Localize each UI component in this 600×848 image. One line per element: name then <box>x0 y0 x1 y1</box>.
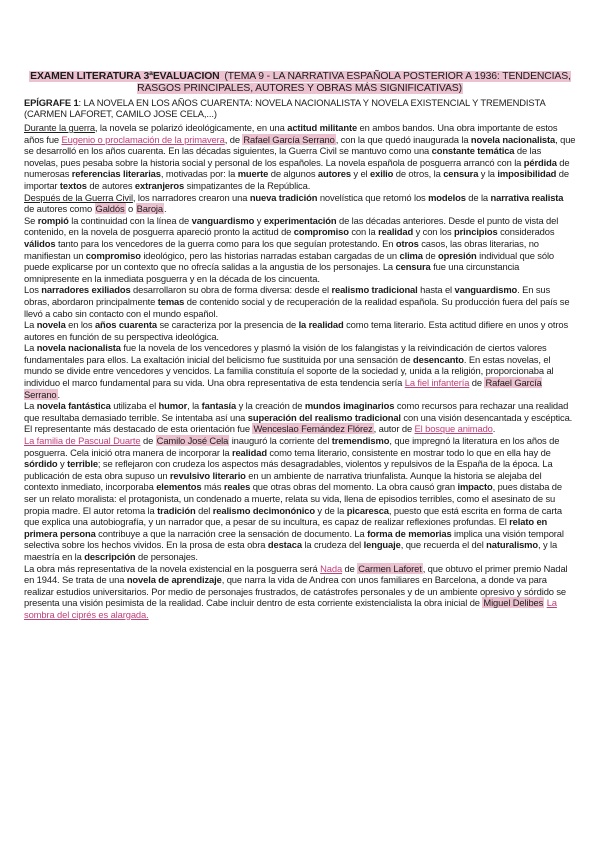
text-run: , con la que quedó inaugurada la <box>335 133 471 145</box>
text-run: y <box>254 214 264 226</box>
text-run: . En sus obras, abordaron principalmente <box>24 284 551 307</box>
bold-term: destaca <box>267 539 302 551</box>
text-run: simpatizantes de la República. <box>184 179 311 191</box>
text-run: de <box>422 249 439 261</box>
text-run: . <box>492 423 496 435</box>
author-highlight: Wenceslao Fernández Flórez <box>253 423 373 435</box>
bold-term: humor <box>158 400 188 412</box>
text-run: , los narradores crearon una <box>132 191 250 203</box>
paragraph <box>24 122 576 192</box>
bold-term: terrible <box>67 458 98 470</box>
text-run: novelística que retomó los <box>317 191 429 203</box>
text-run: del <box>195 504 213 516</box>
text-run: y el <box>350 168 371 180</box>
text-run: de la <box>465 191 491 203</box>
bold-term: rompió <box>37 214 69 226</box>
text-run: de <box>342 562 358 574</box>
epigraph-heading <box>24 97 576 120</box>
text-run: Los <box>24 284 42 296</box>
bold-term: otros <box>395 237 419 249</box>
paragraph <box>24 435 576 563</box>
work-title-link[interactable]: Eugenio o proclamación de la primavera <box>61 133 225 145</box>
bold-term: forma de memorias <box>367 527 452 539</box>
bold-term: realidad <box>378 226 414 238</box>
bold-term: clima <box>399 249 423 261</box>
text-run: , la novela se polarizó ideológicamente, en una <box>94 122 288 133</box>
bold-term: narradores exiliados <box>41 284 131 296</box>
text-run: , autor de <box>373 423 415 435</box>
paragraph <box>24 192 576 215</box>
bold-term: autores <box>317 168 351 180</box>
text-run: de numerosas <box>24 156 570 180</box>
bold-term: naturalismo <box>486 539 538 551</box>
work-title-link[interactable]: Nada <box>320 562 343 574</box>
text-run: de las novelas, pues pesaba sobre la historia social y personal de los españoles. La novela española de posguerra arrancó con la <box>24 145 542 168</box>
bold-term: referencias literarias <box>71 168 161 180</box>
bold-term: tremendismo <box>331 435 390 447</box>
text-run: . <box>163 203 167 215</box>
text-run: en un ambiente de narrativa triunfalista. Aunque la historia se alejaba del contexto inmediato, incorporaba <box>24 469 542 493</box>
text-run: de contenido social y de recuperación de la realidad española. Su producción fuera del país se llevó a cabo sin contacto con el mundo español. <box>24 295 570 319</box>
text-run: , la <box>187 400 202 412</box>
bold-term: novela <box>36 319 66 331</box>
bold-term: novela fantástica <box>36 400 111 412</box>
exam-notes-document <box>24 71 576 621</box>
text-run: de las décadas anteriores. Desde el punto de vista del contenido, en la novela de posguerra apareció pronto la actitud de <box>24 214 559 238</box>
text-run: y <box>57 458 68 470</box>
bold-term: descripción <box>84 550 136 562</box>
text-run: , puesto que está escrita en forma de carta que explica una autobiografía, y un narrador que, a pesar de su incultura, es capaz de realizar reflexiones profundas. El <box>24 504 562 528</box>
text-run: , pues distaba de ser un relato moralista: el protagonista, un condenado a muerte, relata su vida, llena de episodios terribles, como el asesinato de su propia madre. El autor retoma la <box>24 481 562 516</box>
bold-term: opresión <box>438 249 477 261</box>
underlined-phrase: Después de la Guerra Civil <box>24 191 133 203</box>
bold-term: nueva tradición <box>249 191 318 203</box>
work-title-link[interactable]: La fiel infantería <box>404 377 470 389</box>
text-run: contribuye a que la narración cree la sensación de documento. La <box>95 527 368 539</box>
text-run: ideológico, pero las historias narradas estaban cargadas de un <box>140 249 400 261</box>
underlined-phrase: Durante la guerra <box>24 122 95 133</box>
text-run: , que impregnó la literatura en los años de posguerra. Cela inició otra manera de incorporar la <box>24 435 560 458</box>
text-run: hasta el <box>417 284 455 296</box>
bold-term: realismo decimonónico <box>212 504 315 516</box>
text-run: . <box>57 388 61 400</box>
bold-term: desencanto <box>413 353 464 365</box>
text-run: La <box>24 342 37 354</box>
author-highlight: Galdós <box>95 203 125 215</box>
bold-term: válidos <box>24 237 56 249</box>
bold-term: lenguaje <box>363 539 401 551</box>
text-run: , motivadas por: la <box>160 168 238 180</box>
bold-term: reales <box>223 481 251 493</box>
author-highlight: Rafael García Serrano <box>243 133 335 145</box>
author-highlight: Carmen Laforet <box>358 562 422 574</box>
bold-term: modelos <box>428 191 466 203</box>
text-run: en los <box>65 319 95 331</box>
author-highlight: Miguel Delibes <box>483 597 544 609</box>
text-run: de autores <box>86 179 135 191</box>
paragraph <box>24 342 576 400</box>
text-run: tanto para los vencedores de la guerra como para los que seguían protestando. En <box>55 237 396 249</box>
bold-term: novela nacionalista <box>36 342 121 354</box>
text-run: (TEMA 9 - LA NARRATIVA ESPAÑOLA POSTERIOR A 1936: TENDENCIAS, RASGOS PRINCIPALES, AUTORES Y OBRAS MÁS SIGNIFICATIVAS) <box>137 71 571 95</box>
work-title-link[interactable]: La sombra del ciprés es alargada. <box>24 597 557 620</box>
text-run: : LA NOVELA EN LOS AÑOS CUARENTA: NOVELA NACIONALISTA Y NOVELA EXISTENCIAL Y TREMENDISTA (CARMEN LAFORET, CAMILO JOSE CELA,...) <box>24 96 546 120</box>
bold-term: novela de aprendizaje <box>126 574 222 586</box>
text-run: ; se reflejaron con crudeza los aspectos más desagradables, violentos y repulsivos de la España de la época. La publicación de esta obra supuso un <box>24 458 553 481</box>
document-title <box>24 71 576 96</box>
text-run: de <box>140 435 156 447</box>
text-run: individual que sólo puede explicarse por un contexto que no ofrecía salidas a la angustia de los personajes. La <box>24 249 555 273</box>
bold-term: censura <box>395 261 431 273</box>
text-run: como recursos para rechazar una realidad que resultaba demasiado terrible. Se intentaba así una <box>24 400 569 423</box>
bold-term: impacto <box>457 481 493 493</box>
paragraph <box>24 215 576 285</box>
bold-term: vanguardismo <box>454 284 518 296</box>
bold-term: imposibilidad <box>497 168 557 180</box>
bold-term: experimentación <box>263 214 337 226</box>
paragraph <box>24 319 576 342</box>
text-run: de importar <box>24 168 569 191</box>
bold-term: revulsivo literario <box>169 469 246 481</box>
text-run: de algunos <box>268 168 318 180</box>
text-run: de personajes. <box>135 550 198 562</box>
text-run: implica una visión temporal selectiva sobre los hechos vividos. En la prosa de esta obra <box>24 527 564 551</box>
bold-term: realismo tradicional <box>331 284 418 296</box>
bold-term: elementos <box>156 481 202 493</box>
text-run: casos, las obras literarias, no manifiestan un <box>24 237 539 261</box>
text-run: como tema literario, consistente en mostrar todo lo que en ella hay de <box>266 446 551 458</box>
text-run: la continuidad con la línea de <box>68 214 192 226</box>
work-title-link[interactable]: La familia de Pascual Duarte <box>24 435 141 447</box>
bold-term: pérdida <box>523 156 557 168</box>
author-highlight: Rafael García Serrano <box>24 377 542 400</box>
text-run: de autores como <box>24 203 95 215</box>
work-title-link[interactable]: El bosque animado <box>414 423 493 435</box>
bold-term: extranjeros <box>134 179 185 191</box>
text-run: y la <box>478 168 498 180</box>
bold-term: la realidad <box>298 319 344 331</box>
text-run: utilizaba el <box>110 400 159 412</box>
text-run: , que se desarrolló en los años cuarenta. En las décadas siguientes, la Guerra Civil se mantuvo como una <box>24 133 576 157</box>
bold-term: actitud militante <box>287 122 358 133</box>
text-run: y de la <box>314 504 347 516</box>
text-run: . En estas novelas, el mundo se divide entre vencedores y vencidos. La familia constituía el soporte de la sociedad y, unida a la religión, proporcionaba al individuo el marco fundamental para su vida. Una obra representativa de esta tendencia sería <box>24 353 554 389</box>
text-run: y con los <box>413 226 454 238</box>
text-run: con una visión desencantada y escéptica. El representante más destacado de esta orientación fue <box>24 411 573 435</box>
bold-term: EXAMEN LITERATURA 3ªEVALUACION <box>30 71 223 82</box>
paragraph <box>24 400 576 435</box>
text-run: La <box>24 400 37 412</box>
text-run: considerados <box>497 226 555 238</box>
bold-term: compromiso <box>293 226 349 238</box>
text-run: más <box>201 481 224 493</box>
bold-term: relato en primera persona <box>24 516 548 539</box>
bold-term: mundos imaginarios <box>304 400 395 412</box>
bold-term: EPÍGRAFE 1 <box>24 96 79 108</box>
bold-term: novela nacionalista <box>470 133 556 145</box>
bold-term: constante temática <box>431 145 515 157</box>
text-run: se caracteriza por la presencia de <box>156 319 299 331</box>
text-run: La obra más representativa de la novela existencial en la posguerra será <box>24 562 321 574</box>
bold-term: temas <box>157 295 185 307</box>
bold-term: vanguardismo <box>191 214 255 226</box>
bold-term: superación del realismo tradicional <box>247 411 401 423</box>
text-run: , de <box>224 133 243 145</box>
text-run: , que recuerda el del <box>400 539 487 551</box>
text-run: como tema literario. Esta actitud difiere en unos y otros autores en función de su perspectiva ideológica. <box>24 319 569 342</box>
text-run: la crudeza del <box>301 539 364 551</box>
text-run: , que narra la vida de Andrea con unos familiares en Barcelona, a donde va para realizar estudios universitarios. Por medio de personajes frustrados, de catástrofes personales y de un ambiente opresivo y sórdido se presenta una visión pesimista de la realidad. Cabe incluir dentro de esta corriente existencialista la obra inicial de <box>24 574 567 609</box>
paragraph <box>24 563 576 621</box>
bold-term: narrativa realista <box>490 191 564 203</box>
bold-term: compromiso <box>85 249 141 261</box>
bold-term: años cuarenta <box>94 319 157 331</box>
bold-term: sórdido <box>24 458 58 470</box>
text-run: que otras obras del momento. La obra causó gran <box>250 481 458 493</box>
text-run: inauguró la corriente del <box>229 435 332 447</box>
author-highlight: Camilo José Cela <box>156 435 229 447</box>
text-run: de <box>469 377 485 389</box>
bold-term: fantasía <box>201 400 237 412</box>
text-run: Se <box>24 214 38 226</box>
bold-term: exilio <box>370 168 394 180</box>
text-run: y la creación de <box>236 400 305 412</box>
text-run: o <box>125 203 136 215</box>
text-run: fue la novela de los vencedores y plasmó la visión de los falangistas y la reivindicación de ciertos valores fundamentales para ellos. La exaltación inicial del belicismo fue sustituida por una sensación de <box>24 342 547 365</box>
text-run: en ambos bandos. Una obra importante de estos años fue <box>24 122 558 145</box>
text-run: , y la maestría en la <box>24 539 558 562</box>
text-run: fue una circunstancia omnipresente en la inmediata posguerra y en la década de los cincuenta. <box>24 261 520 284</box>
paragraph <box>24 284 576 319</box>
text-run: desarrollaron su obra de forma diversa: desde el <box>130 284 332 296</box>
bold-term: censura <box>443 168 479 180</box>
text-run: , que obtuvo el primer premio Nadal en 1944. Se trata de una <box>24 562 568 586</box>
bold-term: principios <box>454 226 498 238</box>
document-body <box>24 122 576 621</box>
text-run: La <box>24 319 37 331</box>
bold-term: muerte <box>237 168 269 180</box>
bold-term: tradición <box>157 504 196 516</box>
bold-term: textos <box>59 179 87 191</box>
bold-term: realidad <box>231 446 267 458</box>
text-run: de otros, la <box>393 168 444 180</box>
bold-term: picaresca <box>346 504 389 516</box>
text-run: con la <box>348 226 379 238</box>
author-highlight: Baroja <box>136 203 163 215</box>
